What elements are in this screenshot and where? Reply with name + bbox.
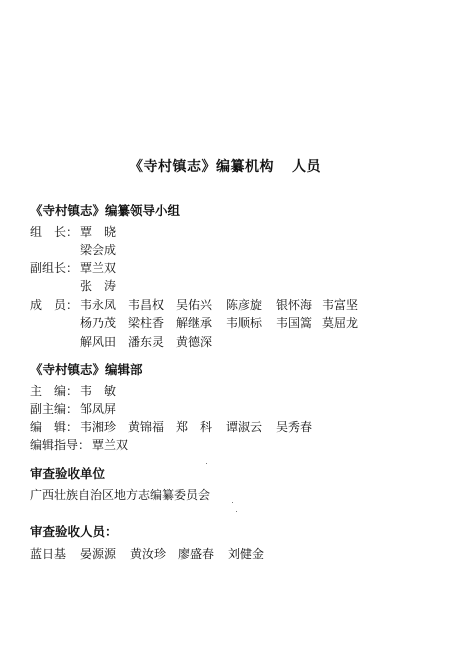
editing-guide-name: 覃兰双 — [92, 438, 129, 452]
member-name: 韦国篙 — [276, 316, 313, 330]
member-name: 解风田 — [80, 335, 117, 349]
deputy-chief-name: 邹凤屏 — [80, 402, 117, 416]
editor-name: 黄锦福 — [128, 420, 165, 434]
member-name: 解继承 — [176, 316, 213, 330]
title-main: 《寺村镇志》编纂机构 — [129, 159, 274, 175]
scan-speck — [236, 511, 237, 512]
reviewer-name: 晏源源 — [80, 547, 117, 561]
deputy-label: 副组长： — [30, 261, 79, 275]
member-name: 梁柱香 — [128, 316, 165, 330]
member-name: 韦永凤 — [80, 298, 117, 312]
scan-speck — [232, 502, 233, 503]
reviewer-name: 廖盛春 — [178, 547, 215, 561]
member-name: 潘东灵 — [128, 335, 165, 349]
editor-name: 谭淑云 — [226, 420, 263, 434]
leader-label: 组 长： — [30, 225, 79, 239]
editor-name: 郑 科 — [176, 420, 213, 434]
leader-name: 覃 晓 — [80, 225, 117, 239]
review-unit-heading: 审查验收单位 — [30, 466, 106, 481]
deputy-name: 张 涛 — [80, 279, 117, 293]
chief-editor-label: 主 编： — [30, 384, 79, 398]
editor-name: 韦湘珍 — [80, 420, 117, 434]
reviewer-name: 蓝日基 — [30, 547, 67, 561]
member-name: 黄德深 — [176, 335, 213, 349]
member-name: 韦富坚 — [322, 298, 359, 312]
deputy-chief-label: 副主编： — [30, 402, 79, 416]
review-people-heading: 审查验收人员： — [30, 524, 118, 539]
title-suffix: 人员 — [292, 159, 321, 175]
leading-group-heading: 《寺村镇志》编纂领导小组 — [30, 203, 181, 218]
editorial-heading: 《寺村镇志》编辑部 — [30, 362, 143, 377]
editing-guide-label: 编辑指导： — [30, 438, 91, 452]
review-unit-name: 广西壮族自治区地方志编纂委员会 — [30, 488, 211, 502]
member-name: 陈彦旋 — [226, 298, 263, 312]
editor-name: 吴秀春 — [276, 420, 313, 434]
member-name: 杨乃茂 — [80, 316, 117, 330]
members-label: 成 员： — [30, 298, 79, 312]
reviewer-name: 刘健金 — [228, 547, 265, 561]
deputy-name: 覃兰双 — [80, 261, 117, 275]
chief-editor-name: 韦 敏 — [80, 384, 117, 398]
page-title — [0, 156, 450, 176]
editors-label: 编 辑： — [30, 420, 79, 434]
leader-name: 梁会成 — [80, 243, 117, 257]
member-name: 韦昌权 — [128, 298, 165, 312]
reviewer-name: 黄汝珍 — [130, 547, 167, 561]
member-name: 韦顺标 — [226, 316, 263, 330]
member-name: 吴佑兴 — [176, 298, 213, 312]
member-name: 莫屈龙 — [322, 316, 359, 330]
scan-speck — [206, 463, 207, 464]
member-name: 银怀海 — [276, 298, 313, 312]
